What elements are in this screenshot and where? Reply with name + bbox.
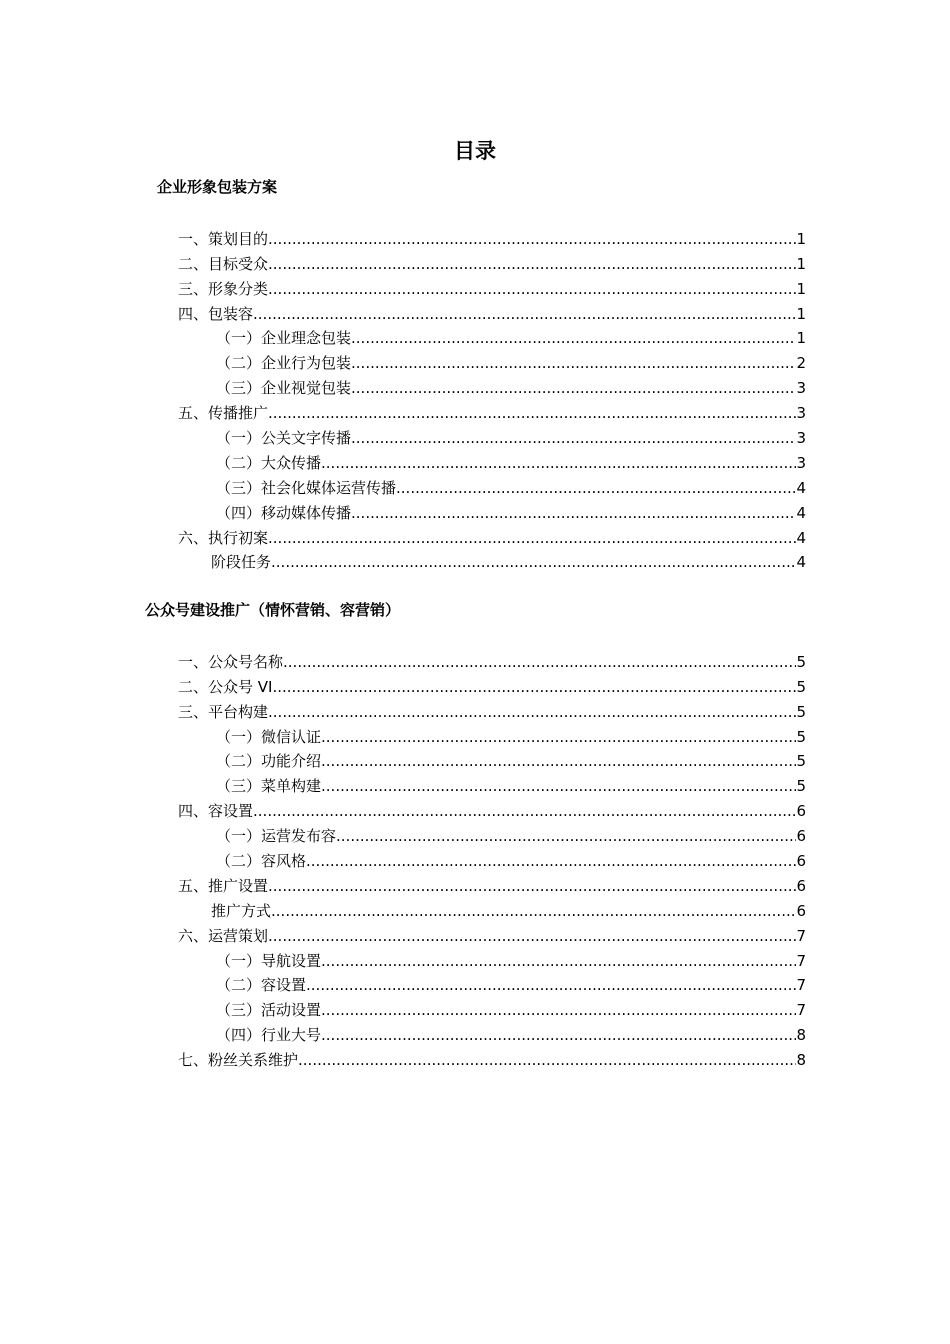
toc-dot-leader [253, 303, 796, 325]
toc-entry-label: 三、平台构建 [178, 702, 269, 721]
toc-entry[interactable] [0, 723, 950, 748]
toc-entry[interactable] [0, 797, 950, 822]
toc-entry-label: 二、公众号 VI [178, 677, 273, 696]
toc-dot-leader [271, 900, 796, 922]
toc-dot-leader [351, 377, 796, 399]
section-heading-brand-packaging: 企业形象包装方案 [157, 178, 278, 196]
toc-dot-leader [306, 974, 796, 996]
toc-entry[interactable] [0, 772, 950, 797]
toc-page-number: 6 [796, 852, 806, 871]
toc-page-number: 5 [796, 702, 806, 721]
toc-page-number: 6 [796, 876, 806, 895]
toc-page-number: 8 [796, 1026, 806, 1045]
toc-dot-leader [298, 1049, 796, 1071]
toc-entry[interactable] [0, 922, 950, 947]
toc-dot-leader [321, 950, 796, 972]
toc-entry-label: （二）功能介绍 [216, 752, 322, 771]
toc-page-number: 5 [796, 752, 806, 771]
toc-title: 目录 [454, 139, 496, 163]
toc-entry-label: 四、包装容 [178, 304, 254, 323]
toc-dot-leader [272, 676, 796, 698]
toc-entry-label: 一、策划目的 [178, 229, 269, 248]
toc-entry-label: （三）社会化媒体运营传播 [216, 478, 397, 497]
toc-entry[interactable] [0, 474, 950, 499]
toc-dot-leader [321, 750, 796, 772]
toc-page-number: 3 [796, 404, 806, 423]
toc-entry[interactable] [0, 748, 950, 773]
toc-entry[interactable] [0, 325, 950, 350]
toc-page-number: 3 [796, 453, 806, 472]
toc-entry-label: 阶段任务 [211, 553, 272, 572]
toc-entry[interactable] [0, 698, 950, 723]
toc-entry-label: 七、粉丝关系维护 [178, 1051, 299, 1070]
toc-dot-leader [351, 352, 796, 374]
toc-entry[interactable] [0, 499, 950, 524]
toc-page-number: 6 [796, 827, 806, 846]
toc-dot-leader [268, 278, 796, 300]
toc-entry-label: （一）运营发布容 [216, 827, 337, 846]
toc-dot-leader [268, 701, 796, 723]
toc-page-number: 6 [796, 901, 806, 920]
toc-entry[interactable] [0, 549, 950, 574]
toc-entry[interactable] [0, 449, 950, 474]
toc-dot-leader [396, 477, 796, 499]
toc-entry-label: （二）企业行为包装 [216, 354, 352, 373]
toc-entry-label: 三、形象分类 [178, 279, 269, 298]
toc-dot-leader [268, 228, 796, 250]
toc-page-number: 4 [796, 503, 806, 522]
toc-dot-leader [321, 726, 796, 748]
toc-page-number: 4 [796, 528, 806, 547]
toc-entry-label: 六、运营策划 [178, 926, 269, 945]
toc-entry-label: （三）菜单构建 [216, 777, 322, 796]
toc-page-number: 4 [796, 478, 806, 497]
toc-entry-label: 推广方式 [211, 901, 272, 920]
toc-page-number: 8 [796, 1051, 806, 1070]
toc-dot-leader [336, 825, 796, 847]
toc-entry[interactable] [0, 524, 950, 549]
toc-page-number: 1 [796, 254, 806, 273]
toc-page-number: 7 [796, 926, 806, 945]
toc-entry[interactable] [0, 225, 950, 250]
toc-entry[interactable] [0, 399, 950, 424]
toc-entry-label: （一）微信认证 [216, 727, 322, 746]
toc-entry[interactable] [0, 1021, 950, 1046]
toc-dot-leader [321, 775, 796, 797]
toc-entry-label: （一）公关文字传播 [216, 429, 352, 448]
toc-dot-leader [351, 427, 796, 449]
toc-page-number: 6 [796, 802, 806, 821]
toc-dot-leader [268, 402, 796, 424]
toc-entry-label: 六、执行初案 [178, 528, 269, 547]
toc-dot-leader [321, 452, 796, 474]
toc-entry-label: （四）移动媒体传播 [216, 503, 352, 522]
toc-entry-label: 五、推广设置 [178, 876, 269, 895]
toc-entry[interactable] [0, 275, 950, 300]
toc-entry[interactable] [0, 648, 950, 673]
toc-page-number: 1 [796, 229, 806, 248]
toc-entry[interactable] [0, 872, 950, 897]
toc-entry-label: （三）活动设置 [216, 1001, 322, 1020]
toc-entry-label: 五、传播推广 [178, 404, 269, 423]
toc-entry-label: （二）容设置 [216, 976, 307, 995]
toc-entry-label: 一、公众号名称 [178, 652, 284, 671]
toc-entry-label: （四）行业大号 [216, 1026, 322, 1045]
toc-dot-leader [268, 925, 796, 947]
toc-entry[interactable] [0, 847, 950, 872]
toc-dot-leader [268, 527, 796, 549]
toc-entry[interactable] [0, 822, 950, 847]
toc-entry-label: 四、容设置 [178, 802, 254, 821]
toc-entry[interactable] [0, 300, 950, 325]
toc-dot-leader [268, 253, 796, 275]
toc-page-number: 5 [796, 777, 806, 796]
toc-entry-label: （一）企业理念包装 [216, 329, 352, 348]
toc-dot-leader [351, 327, 796, 349]
toc-entry[interactable] [0, 374, 950, 399]
toc-page-number: 5 [796, 652, 806, 671]
toc-dot-leader [321, 1024, 796, 1046]
toc-dot-leader [253, 800, 796, 822]
toc-page-number: 1 [796, 279, 806, 298]
toc-entry-label: （三）企业视觉包装 [216, 379, 352, 398]
toc-entry[interactable] [0, 897, 950, 922]
toc-dot-leader [268, 875, 796, 897]
toc-entry-label: 二、目标受众 [178, 254, 269, 273]
toc-list-section-2 [0, 648, 950, 1071]
toc-page-number: 3 [796, 429, 806, 448]
toc-entry[interactable] [0, 250, 950, 275]
toc-dot-leader [321, 999, 796, 1021]
toc-entry-label: （一）导航设置 [216, 951, 322, 970]
toc-page-number: 7 [796, 951, 806, 970]
toc-entry[interactable] [0, 673, 950, 698]
toc-page-number: 1 [796, 304, 806, 323]
toc-entry[interactable] [0, 996, 950, 1021]
toc-entry-label: （二）大众传播 [216, 453, 322, 472]
toc-page-number: 5 [796, 727, 806, 746]
toc-page-number: 2 [796, 354, 806, 373]
toc-dot-leader [306, 850, 796, 872]
toc-entry[interactable] [0, 947, 950, 972]
toc-page-number: 4 [796, 553, 806, 572]
toc-dot-leader [271, 551, 796, 573]
toc-entry[interactable] [0, 349, 950, 374]
toc-page-number: 7 [796, 1001, 806, 1020]
toc-page-number: 5 [796, 677, 806, 696]
toc-entry-label: （二）容风格 [216, 852, 307, 871]
toc-entry[interactable] [0, 424, 950, 449]
toc-page-number: 1 [796, 329, 806, 348]
toc-entry[interactable] [0, 1046, 950, 1071]
toc-list-section-1 [0, 225, 950, 573]
toc-dot-leader [283, 651, 796, 673]
section-heading-official-account: 公众号建设推广（情怀营销、容营销） [145, 601, 401, 619]
toc-dot-leader [351, 502, 796, 524]
toc-page-number: 7 [796, 976, 806, 995]
toc-entry[interactable] [0, 972, 950, 997]
toc-page-number: 3 [796, 379, 806, 398]
